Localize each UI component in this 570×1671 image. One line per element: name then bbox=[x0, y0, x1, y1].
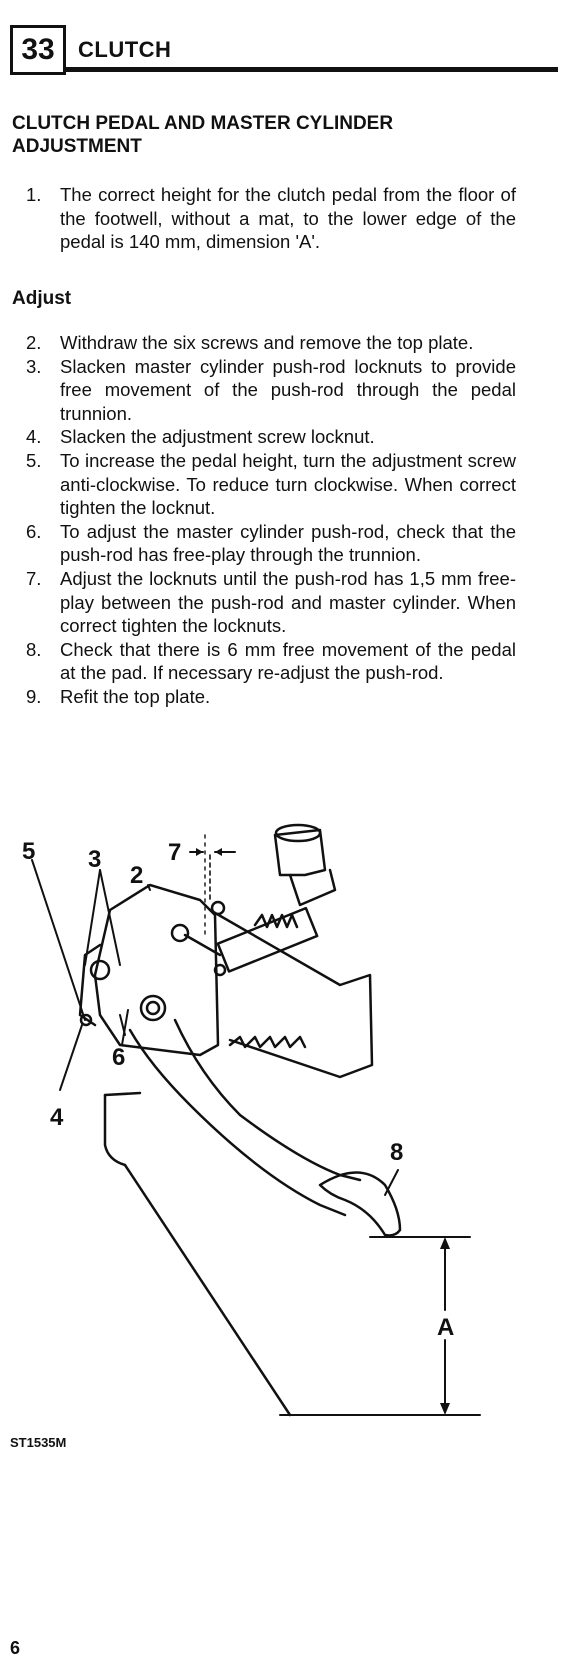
step-item bbox=[26, 638, 516, 685]
section-header bbox=[10, 20, 558, 70]
pivot-boss bbox=[141, 996, 165, 1020]
header-rule bbox=[66, 67, 558, 72]
step-text: Adjust the locknuts until the push-rod has 1,5 mm free-play between the push-rod and master cylinder. When correct tighten the locknuts. bbox=[60, 567, 516, 637]
intro-steps bbox=[26, 183, 516, 254]
step-item bbox=[26, 685, 516, 709]
step-number: 2. bbox=[26, 332, 42, 353]
page-number: 6 bbox=[10, 1638, 21, 1658]
pedal-arm bbox=[130, 1030, 345, 1215]
callout-7: 7 bbox=[168, 839, 182, 866]
step-number: 8. bbox=[26, 638, 42, 660]
step-number: 5. bbox=[26, 449, 42, 471]
step-number: 7. bbox=[26, 567, 42, 589]
clutch-pedal-illustration bbox=[0, 815, 570, 1515]
callout-8: 8 bbox=[390, 1139, 404, 1166]
step-text: Slacken the adjustment screw locknut. bbox=[60, 426, 375, 448]
pedal-drawing bbox=[0, 815, 570, 1515]
callout-a: A bbox=[437, 1314, 455, 1341]
step-text: Refit the top plate. bbox=[60, 685, 211, 707]
step-number: 3. bbox=[26, 355, 42, 377]
step-item bbox=[26, 183, 516, 254]
pedal-pad bbox=[320, 1173, 400, 1236]
pedal-bracket bbox=[95, 885, 218, 1055]
adjustment-screw bbox=[91, 961, 109, 979]
step-item bbox=[26, 520, 516, 567]
section-title: CLUTCH bbox=[78, 37, 172, 62]
step-number: 4. bbox=[26, 426, 42, 448]
step-number: 9. bbox=[26, 685, 42, 707]
section-number-box: 33 bbox=[10, 25, 66, 75]
callout-2: 2 bbox=[130, 862, 144, 889]
procedure-title: CLUTCH PEDAL AND MASTER CYLINDER ADJUSTMENT bbox=[12, 113, 394, 157]
adjust-steps bbox=[26, 331, 516, 709]
step-text: Withdraw the six screws and remove the top plate. bbox=[60, 332, 474, 353]
step-text: To adjust the master cylinder push-rod, check that the push-rod has free-play through the trunnion. bbox=[60, 520, 516, 566]
figure-reference: ST1535M bbox=[10, 1435, 67, 1450]
step-item bbox=[26, 355, 516, 426]
callout-4: 4 bbox=[50, 1104, 64, 1131]
step-text: To increase the pedal height, turn the adjustment screw anti-clockwise. To reduce turn clockwise. When correct tighten the locknut. bbox=[60, 449, 516, 519]
return-spring bbox=[230, 1037, 305, 1047]
adjust-heading: Adjust bbox=[12, 288, 72, 309]
step-number: 6. bbox=[26, 520, 42, 542]
callout-6: 6 bbox=[112, 1044, 126, 1071]
step-number: 1. bbox=[26, 184, 42, 205]
step-item bbox=[26, 567, 516, 638]
callout-5: 5 bbox=[22, 838, 36, 865]
step-item bbox=[26, 425, 516, 449]
pedal-box-outline bbox=[105, 1095, 290, 1415]
step-text: Slacken master cylinder push-rod locknuts to provide free movement of the push-rod through the pedal trunnion. bbox=[60, 355, 516, 424]
step-text: Check that there is 6 mm free movement of the pedal at the pad. If necessary re-adjust the push-rod. bbox=[60, 638, 516, 684]
step-text: The correct height for the clutch pedal from the floor of the footwell, without a mat, to the lower edge of the pedal is 140 mm, dimension 'A'. bbox=[60, 184, 516, 253]
callout-3: 3 bbox=[88, 846, 102, 873]
step-item bbox=[26, 331, 516, 355]
step-item bbox=[26, 449, 516, 520]
